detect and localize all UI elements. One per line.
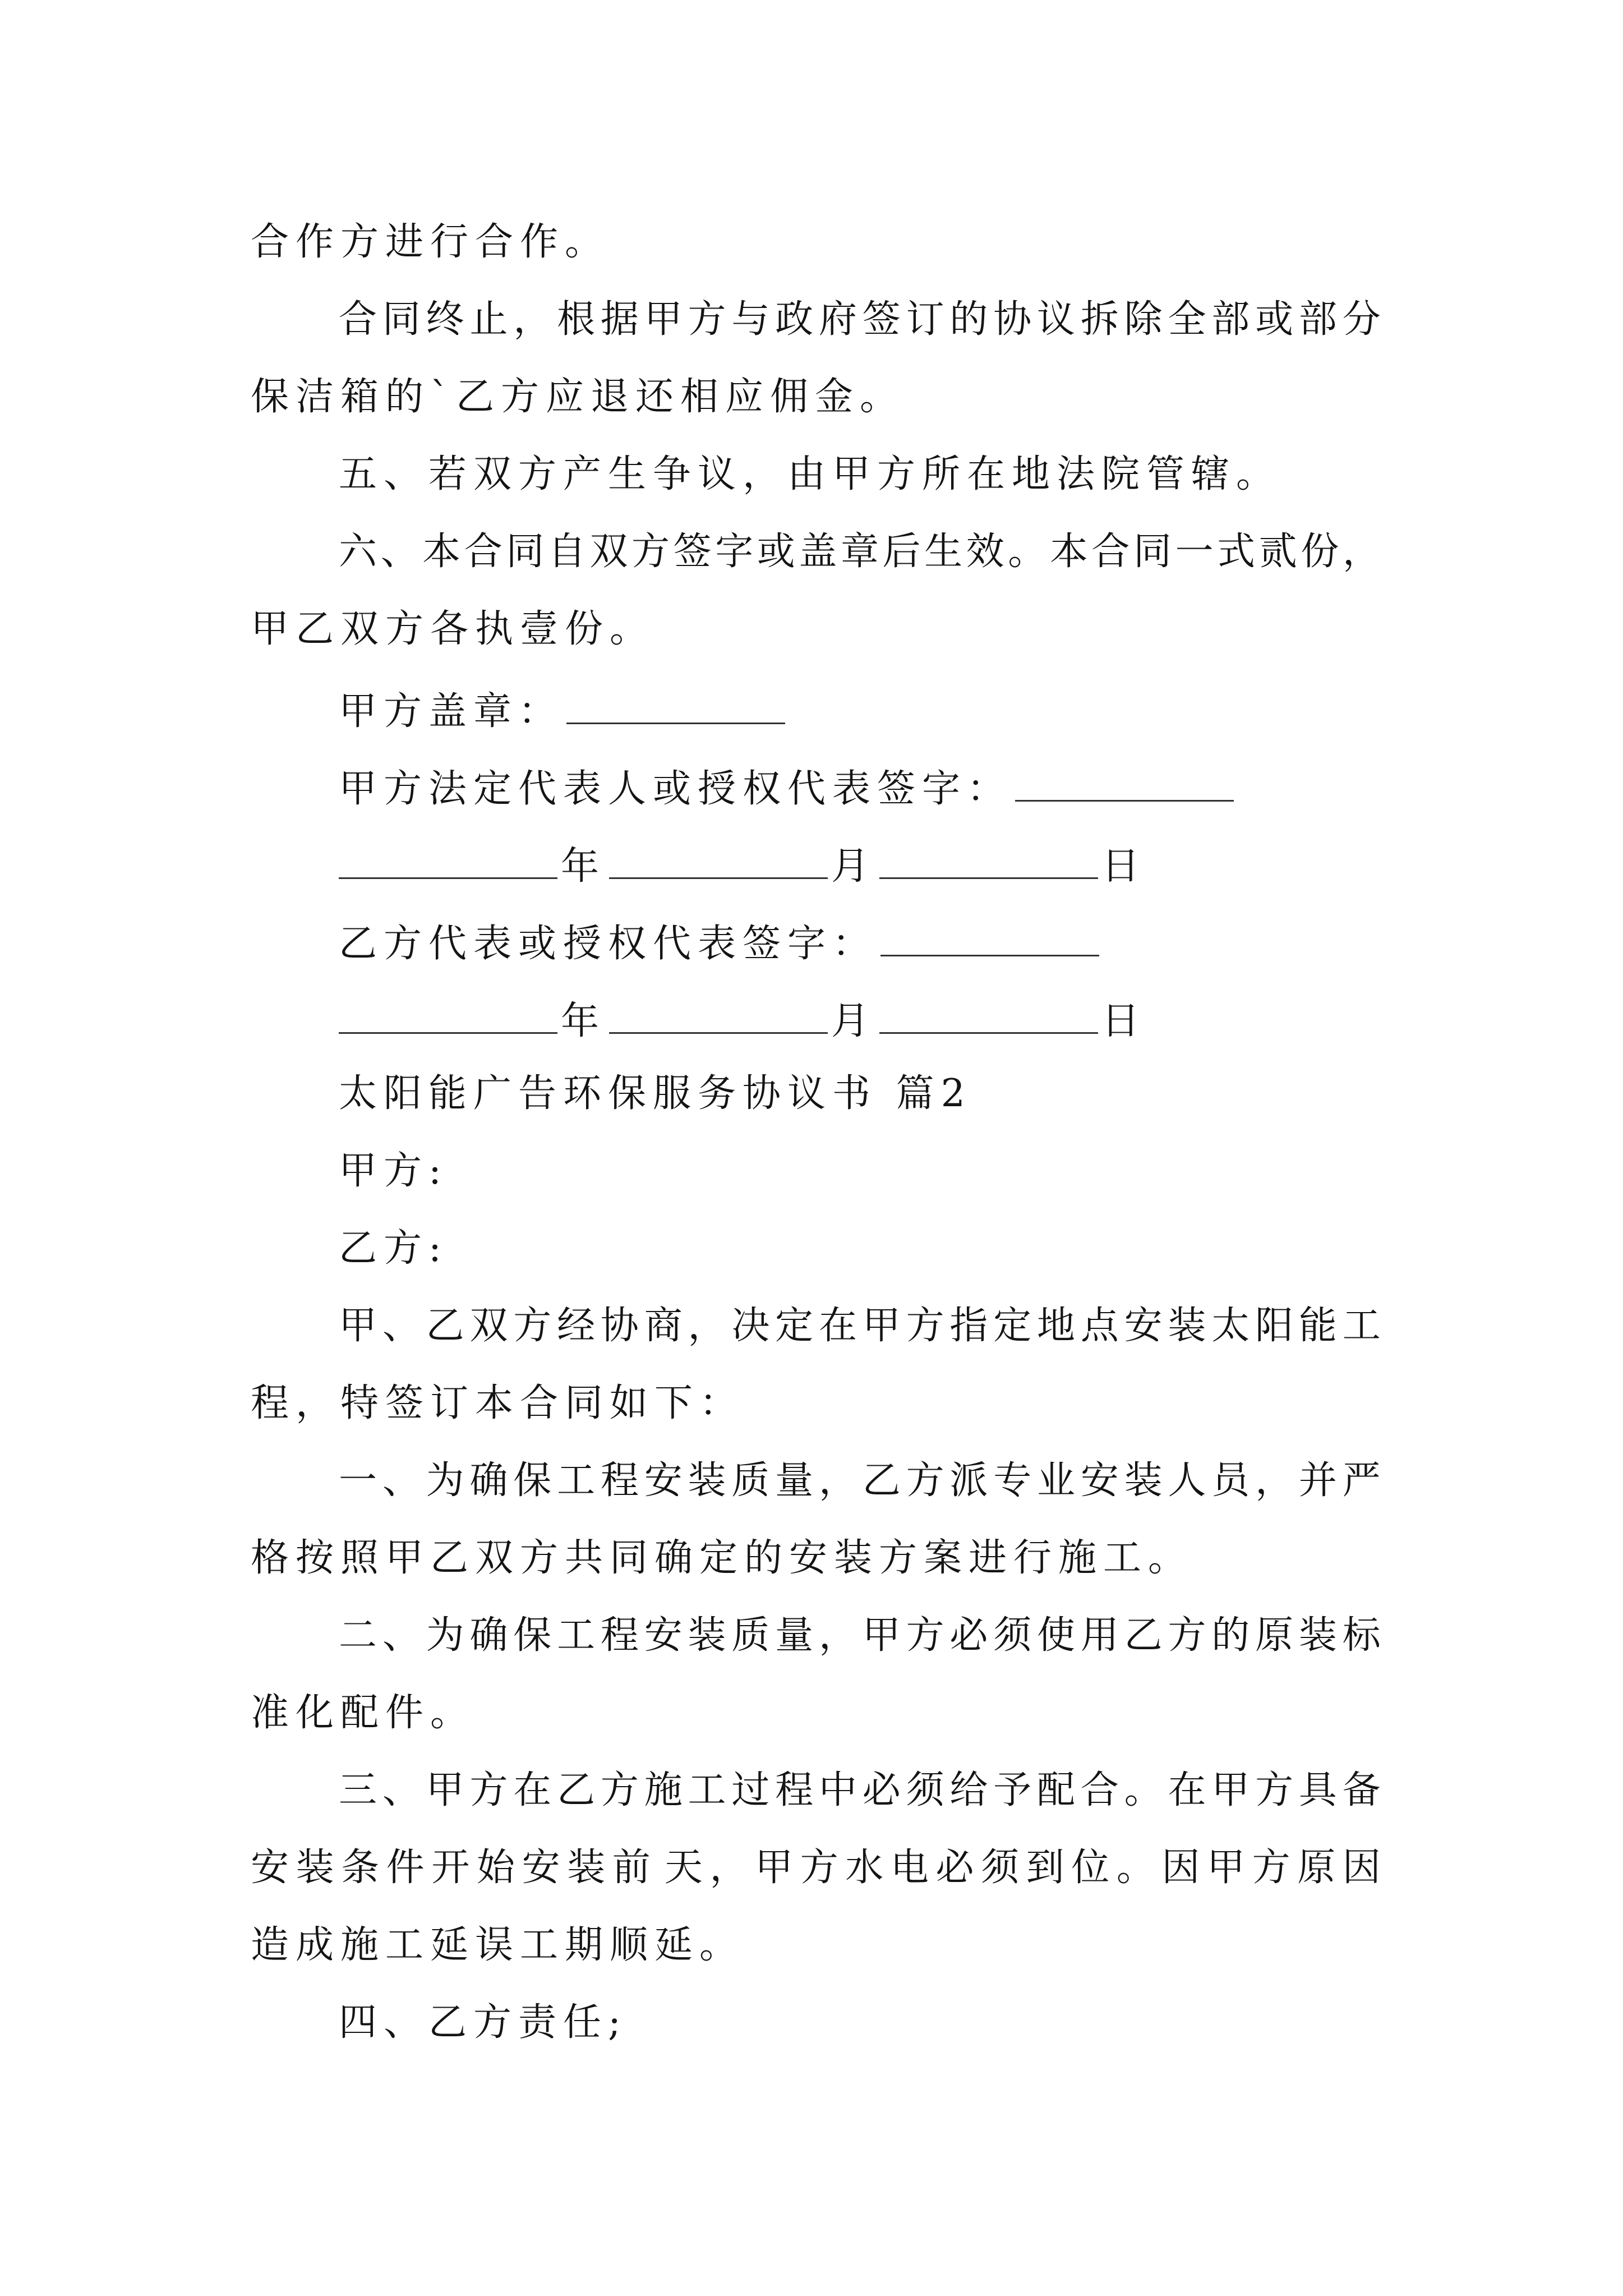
glyph: 二 <box>339 1613 377 1658</box>
paragraph-line <box>339 1768 1381 1812</box>
glyph: 装 <box>1124 1458 1163 1503</box>
paragraph-line: 造成施工延误工期顺延。 <box>251 1923 745 1967</box>
glyph: 的 <box>949 297 988 342</box>
glyph: 开 <box>431 1846 470 1890</box>
glyph: 件 <box>386 1846 425 1890</box>
year-blank[interactable] <box>339 997 557 1034</box>
glyph: 方 <box>600 1768 639 1812</box>
paragraph-line: 五、若双方产生争议，由甲方所在地法院管辖。 <box>339 452 1281 496</box>
glyph: 双 <box>469 1304 508 1348</box>
glyph: 合 <box>1080 1768 1119 1812</box>
glyph: 在 <box>1168 1768 1206 1812</box>
glyph: 点 <box>1080 1304 1119 1348</box>
glyph: ， <box>513 297 552 342</box>
glyph: 须 <box>981 1846 1020 1890</box>
year-label: 年 <box>561 844 606 889</box>
glyph: 程 <box>600 1458 639 1503</box>
glyph: 定 <box>993 1304 1032 1348</box>
glyph: 自 <box>547 530 586 574</box>
glyph: 给 <box>949 1768 988 1812</box>
glyph: 本 <box>1049 530 1088 574</box>
paragraph-line <box>339 1613 1381 1658</box>
glyph: 装 <box>296 1846 334 1890</box>
glyph: 专 <box>993 1458 1032 1503</box>
day-label: 日 <box>1101 999 1147 1043</box>
glyph: 合 <box>1091 530 1130 574</box>
paragraph-line <box>339 530 1381 574</box>
glyph: 配 <box>1037 1768 1076 1812</box>
glyph: 条 <box>341 1846 380 1890</box>
glyph: 用 <box>1080 1613 1119 1658</box>
glyph: 合 <box>464 530 502 574</box>
glyph: 施 <box>644 1768 683 1812</box>
glyph: 安 <box>644 1613 683 1658</box>
glyph: 方 <box>513 1304 552 1348</box>
paragraph-line <box>339 297 1381 342</box>
glyph: 质 <box>731 1613 770 1658</box>
glyph: 程 <box>600 1613 639 1658</box>
glyph: 双 <box>589 530 628 574</box>
glyph: 质 <box>731 1458 770 1503</box>
glyph: 甲 <box>1211 1768 1250 1812</box>
glyph: 装 <box>1168 1304 1206 1348</box>
glyph: 同 <box>1133 530 1172 574</box>
glyph: 或 <box>757 530 795 574</box>
glyph: 量 <box>775 1458 814 1503</box>
glyph: 经 <box>557 1304 596 1348</box>
glyph: 终 <box>426 297 464 342</box>
glyph: 在 <box>513 1768 552 1812</box>
glyph: 为 <box>426 1613 464 1658</box>
glyph: ， <box>818 1613 857 1658</box>
glyph: 乙 <box>1124 1613 1163 1658</box>
day-blank[interactable] <box>879 843 1098 879</box>
glyph: 府 <box>818 297 857 342</box>
glyph: 位 <box>1071 1846 1110 1890</box>
glyph: 阳 <box>1255 1304 1294 1348</box>
glyph: 部 <box>1211 297 1250 342</box>
glyph: 。 <box>1124 1768 1163 1812</box>
glyph: 装 <box>567 1846 606 1890</box>
glyph: 一 <box>1175 530 1214 574</box>
glyph: 使 <box>1037 1613 1076 1658</box>
glyph: 止 <box>469 297 508 342</box>
glyph: 一 <box>339 1458 377 1503</box>
paragraph-line <box>251 1846 1381 1890</box>
paragraph-line: 保洁箱的`乙方应退还相应佣金。 <box>251 375 905 419</box>
glyph: 方 <box>1168 1613 1206 1658</box>
glyph: ， <box>709 1846 748 1890</box>
glyph: 予 <box>993 1768 1032 1812</box>
glyph: 六 <box>339 530 377 574</box>
glyph: 乙 <box>862 1458 901 1503</box>
glyph: 装 <box>688 1458 726 1503</box>
glyph: 、 <box>382 1304 421 1348</box>
glyph: 乙 <box>426 1304 464 1348</box>
party-a-seal-label: 甲方盖章： <box>339 689 564 734</box>
glyph: 签 <box>673 530 712 574</box>
glyph: 原 <box>1255 1613 1294 1658</box>
glyph: 备 <box>1342 1768 1381 1812</box>
glyph: 保 <box>513 1613 552 1658</box>
glyph: 拆 <box>1080 297 1119 342</box>
glyph: 字 <box>715 530 754 574</box>
glyph: 分 <box>1342 297 1381 342</box>
glyph: 装 <box>688 1613 726 1658</box>
glyph: 甲 <box>426 1768 464 1812</box>
month-label: 月 <box>831 999 877 1043</box>
glyph: 政 <box>775 297 814 342</box>
glyph: 、 <box>382 1613 421 1658</box>
party-b-rep-line <box>339 920 1103 966</box>
glyph: 标 <box>1342 1613 1381 1658</box>
glyph: 方 <box>688 297 726 342</box>
party-a-rep-line <box>339 765 1237 811</box>
paragraph-line: 合作方进行合作。 <box>251 220 610 264</box>
glyph: 甲 <box>862 1304 901 1348</box>
glyph: 具 <box>1298 1768 1337 1812</box>
glyph: 或 <box>1255 297 1294 342</box>
paragraph-line <box>339 1304 1381 1348</box>
glyph: 方 <box>1255 1768 1294 1812</box>
glyph: 指 <box>949 1304 988 1348</box>
party-a-rep-label: 甲方法定代表人或授权代表签字： <box>339 767 1012 811</box>
glyph: 安 <box>644 1458 683 1503</box>
glyph: 协 <box>993 297 1032 342</box>
glyph: 为 <box>426 1458 464 1503</box>
glyph: 装 <box>1298 1613 1337 1658</box>
glyph: 、 <box>382 1768 421 1812</box>
glyph: 并 <box>1298 1458 1337 1503</box>
glyph: 工 <box>688 1768 726 1812</box>
party-a-rep-blank[interactable] <box>1015 765 1234 802</box>
glyph: 乙 <box>557 1768 596 1812</box>
glyph: 派 <box>949 1458 988 1503</box>
glyph: 方 <box>800 1846 838 1890</box>
party-b-rep-blank[interactable] <box>880 920 1099 956</box>
glyph: 方 <box>469 1768 508 1812</box>
day-label: 日 <box>1101 844 1147 889</box>
glyph: 据 <box>600 297 639 342</box>
glyph: 太 <box>1211 1304 1250 1348</box>
glyph: 地 <box>1037 1304 1076 1348</box>
glyph: 工 <box>1342 1304 1381 1348</box>
glyph: 必 <box>935 1846 974 1890</box>
glyph: ， <box>818 1458 857 1503</box>
glyph: 合 <box>339 297 377 342</box>
glyph: 商 <box>644 1304 683 1348</box>
paragraph-line: 四、乙方责任; <box>339 2000 628 2045</box>
glyph: 方 <box>906 1304 944 1348</box>
glyph: 员 <box>1211 1458 1250 1503</box>
party-b-label: 乙方: <box>339 1226 448 1271</box>
glyph: 。 <box>1116 1846 1155 1890</box>
glyph: 式 <box>1217 530 1256 574</box>
glyph: 电 <box>890 1846 929 1890</box>
month-label: 月 <box>831 844 877 889</box>
glyph: 因 <box>1342 1846 1381 1890</box>
glyph: 份 <box>1301 530 1339 574</box>
glyph: 量 <box>775 1613 814 1658</box>
glyph: 定 <box>775 1304 814 1348</box>
glyph: 安 <box>1124 1304 1163 1348</box>
party-b-rep-label: 乙方代表或授权代表签字： <box>339 922 878 966</box>
glyph: 确 <box>469 1458 508 1503</box>
glyph: 决 <box>731 1304 770 1348</box>
party-a-date-line <box>339 843 1147 889</box>
glyph: 、 <box>382 1458 421 1503</box>
year-label: 年 <box>561 999 606 1043</box>
glyph: 议 <box>1037 297 1076 342</box>
glyph: 效 <box>966 530 1004 574</box>
glyph: 甲 <box>862 1613 901 1658</box>
glyph: 盖 <box>799 530 837 574</box>
glyph: 部 <box>1298 297 1337 342</box>
glyph: 根 <box>557 297 596 342</box>
glyph: 、 <box>380 530 419 574</box>
month-blank[interactable] <box>609 843 828 879</box>
glyph: 天 <box>664 1846 703 1890</box>
glyph: 与 <box>731 297 770 342</box>
party-b-date-line <box>339 997 1146 1041</box>
glyph: 必 <box>862 1768 901 1812</box>
party-a-seal-line <box>339 688 789 734</box>
glyph: 严 <box>1342 1458 1381 1503</box>
section-title: 太阳能广告环保服务协议书 篇2 <box>339 1071 972 1116</box>
glyph: 能 <box>1298 1304 1337 1348</box>
glyph: 安 <box>1080 1458 1119 1503</box>
glyph: 后 <box>882 530 921 574</box>
glyph: 甲 <box>755 1846 794 1890</box>
glyph: 本 <box>422 530 461 574</box>
paragraph-line: 甲乙双方各执壹份。 <box>251 607 655 651</box>
glyph: 保 <box>513 1458 552 1503</box>
glyph: 到 <box>1026 1846 1064 1890</box>
glyph: 工 <box>557 1458 596 1503</box>
glyph: 甲 <box>1207 1846 1246 1890</box>
glyph: 工 <box>557 1613 596 1658</box>
paragraph-line: 程，特签订本合同如下： <box>251 1381 745 1425</box>
glyph: 同 <box>382 297 421 342</box>
glyph: 签 <box>862 297 901 342</box>
glyph: 人 <box>1168 1458 1206 1503</box>
glyph: 须 <box>906 1768 944 1812</box>
glyph: 的 <box>1211 1613 1250 1658</box>
glyph: 甲 <box>644 297 683 342</box>
party-a-seal-blank[interactable] <box>566 688 785 724</box>
day-blank[interactable] <box>879 997 1098 1034</box>
glyph: ， <box>1342 530 1381 574</box>
glyph: 须 <box>993 1613 1032 1658</box>
glyph: 必 <box>949 1613 988 1658</box>
glyph: 除 <box>1124 297 1163 342</box>
glyph: ， <box>688 1304 726 1348</box>
glyph: 程 <box>775 1768 814 1812</box>
glyph: 协 <box>600 1304 639 1348</box>
glyph: 贰 <box>1258 530 1297 574</box>
glyph: 在 <box>818 1304 857 1348</box>
glyph: 甲 <box>339 1304 377 1348</box>
glyph: 因 <box>1161 1846 1200 1890</box>
glyph: 原 <box>1297 1846 1336 1890</box>
year-blank[interactable] <box>339 843 557 879</box>
month-blank[interactable] <box>609 997 828 1034</box>
paragraph-line <box>339 1458 1381 1503</box>
glyph: 前 <box>612 1846 651 1890</box>
glyph: 方 <box>631 530 670 574</box>
glyph: 同 <box>506 530 545 574</box>
paragraph-line: 格按照甲乙双方共同确定的安装方案进行施工。 <box>251 1536 1193 1580</box>
glyph: 订 <box>906 297 944 342</box>
glyph: 全 <box>1168 297 1206 342</box>
party-a-label: 甲方: <box>339 1149 448 1193</box>
glyph: 方 <box>906 1613 944 1658</box>
glyph: 章 <box>840 530 879 574</box>
glyph: 确 <box>469 1613 508 1658</box>
glyph: ， <box>1255 1458 1294 1503</box>
glyph: 水 <box>845 1846 884 1890</box>
glyph: 方 <box>1252 1846 1290 1890</box>
paragraph-line: 准化配件。 <box>251 1691 476 1735</box>
glyph: 过 <box>731 1768 770 1812</box>
glyph: 三 <box>339 1768 377 1812</box>
glyph: 中 <box>818 1768 857 1812</box>
glyph: 安 <box>251 1846 289 1890</box>
glyph: 方 <box>906 1458 944 1503</box>
glyph: 始 <box>476 1846 515 1890</box>
glyph: 安 <box>522 1846 560 1890</box>
glyph: 生 <box>924 530 963 574</box>
glyph: 业 <box>1037 1458 1076 1503</box>
glyph: 。 <box>1008 530 1046 574</box>
